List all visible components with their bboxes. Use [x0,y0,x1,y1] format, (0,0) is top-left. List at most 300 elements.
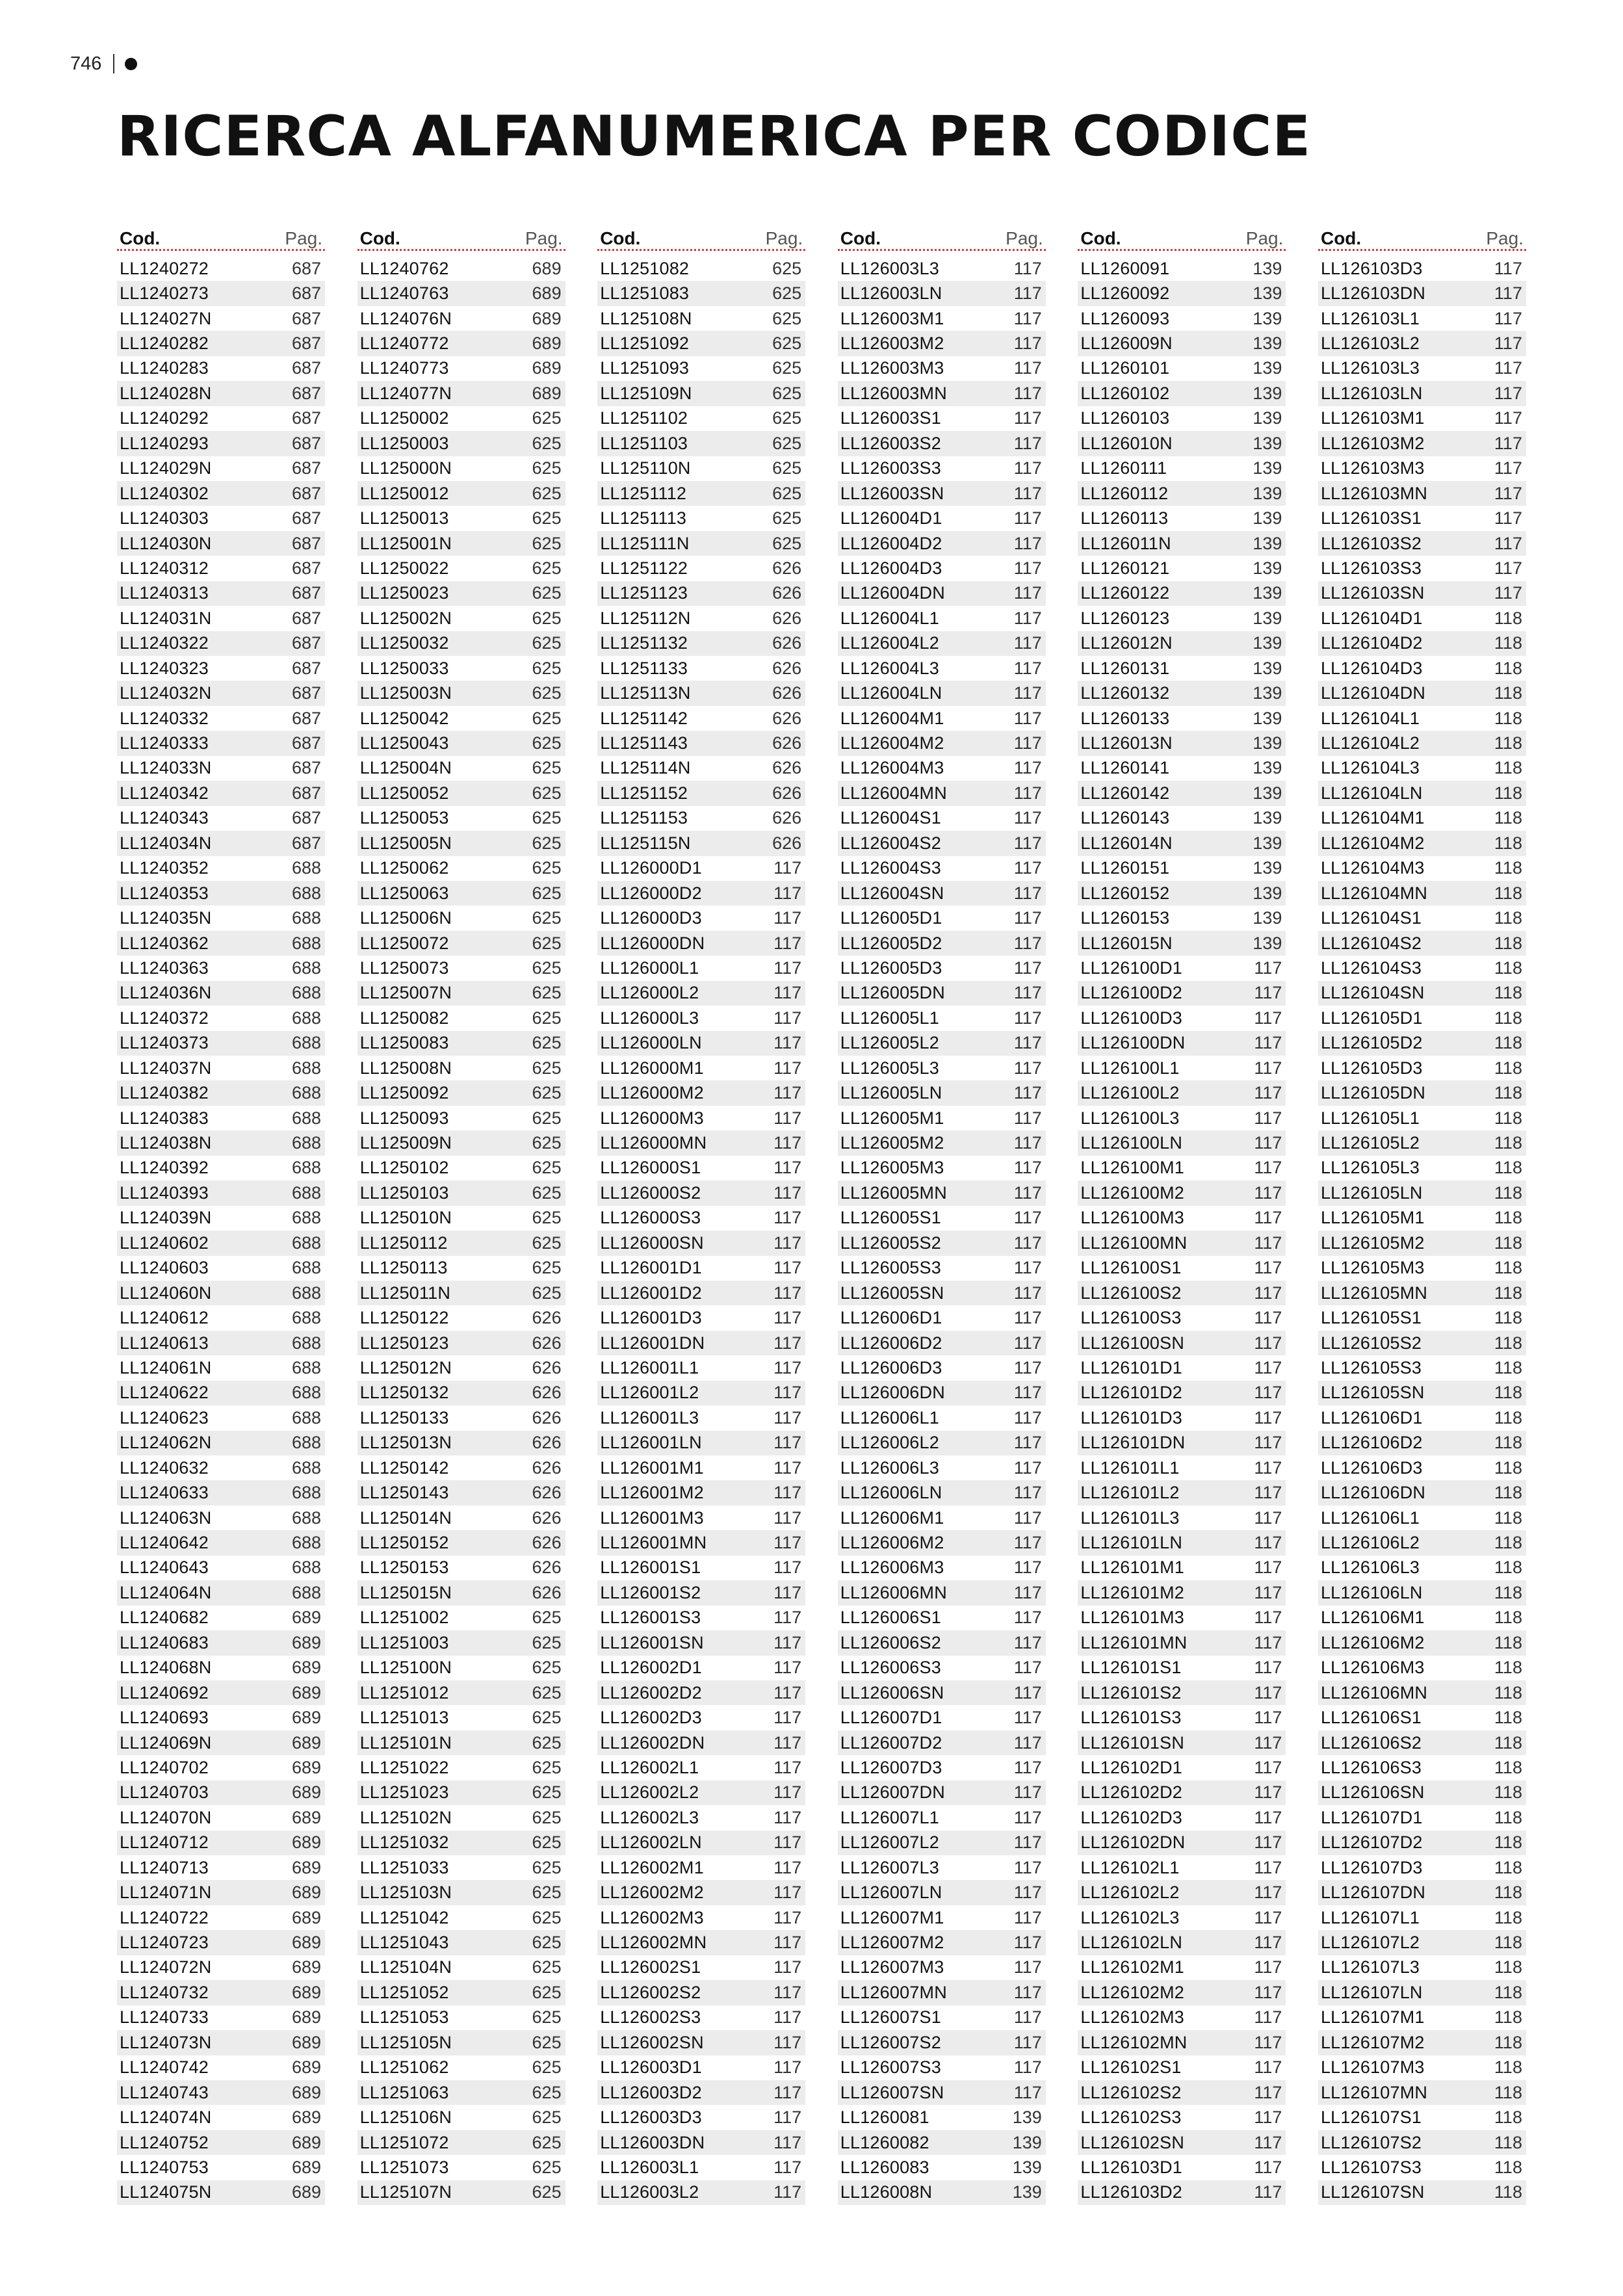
page-reference: 625 [532,1782,562,1803]
product-code: LL126103DN [1320,283,1426,304]
page-reference: 625 [772,283,802,304]
table-row [357,2105,565,2130]
page-reference: 118 [1494,858,1522,878]
page-reference: 689 [291,1907,321,1927]
product-code: LL126007S2 [840,2032,941,2052]
table-row [1318,1206,1526,1231]
page-reference: 625 [772,258,802,278]
table-row [357,1880,565,1905]
table-row [1078,1156,1286,1181]
product-code: LL126000SN [600,1233,704,1253]
table-row [838,656,1046,681]
product-code: LL126101SN [1080,1732,1185,1753]
page-reference: 689 [532,308,562,328]
table-row [117,1206,325,1231]
table-row [1078,331,1286,356]
product-code: LL1240342 [120,783,209,803]
product-code: LL1240312 [120,558,209,578]
page-reference: 689 [291,1883,321,1903]
table-row [1318,1080,1526,1105]
column-rows [838,256,1046,2205]
table-row [1318,806,1526,831]
table-row [1078,1855,1286,1880]
table-row [597,881,805,906]
product-code: LL124038N [120,1133,212,1153]
page-reference: 689 [291,1833,321,1853]
page-reference: 626 [532,1333,562,1353]
page-reference: 625 [532,1857,562,1877]
page-reference: 118 [1494,2182,1522,2202]
product-code: LL124072N [120,1957,212,1977]
page-reference: 688 [291,1507,321,1528]
header-code-label: Cod. [1080,228,1121,248]
page-reference: 117 [1013,1133,1042,1153]
table-row [357,1855,565,1880]
table-row [1078,1580,1286,1605]
product-code: LL1250142 [359,1457,449,1478]
table-row [1078,1831,1286,1855]
page-reference: 117 [773,1833,802,1853]
product-code: LL126000D1 [600,858,702,878]
product-code: LL125109N [600,383,692,403]
product-code: LL1240393 [120,1182,209,1203]
table-row [117,781,325,805]
product-code: LL1260101 [1080,358,1170,378]
product-code: LL126107SN [1320,2182,1425,2202]
table-row [838,1755,1046,1780]
page-reference: 117 [1254,1333,1282,1353]
page-reference: 139 [1253,408,1282,428]
product-code: LL1260142 [1080,783,1170,803]
product-code: LL126100L2 [1080,1083,1180,1103]
product-code: LL126004L1 [840,608,939,628]
table-row [1318,1880,1526,1905]
product-code: LL126107M2 [1320,2032,1425,2052]
product-code: LL126100L3 [1080,1108,1180,1128]
page-reference: 117 [1013,608,1042,628]
product-code: LL126007LN [840,1883,942,1903]
table-row [838,2055,1046,2080]
page-reference: 118 [1494,933,1522,953]
product-code: LL126103L1 [1320,308,1420,328]
product-code: LL126105L2 [1320,1133,1420,1153]
table-row [838,1930,1046,1955]
table-row [597,1855,805,1880]
table-row [1078,556,1286,581]
product-code: LL1250143 [359,1483,449,1503]
product-code: LL124075N [120,2182,212,2202]
table-row [357,1455,565,1480]
product-code: LL126106SN [1320,1782,1425,1803]
product-code: LL126004L2 [840,633,939,653]
page-reference: 118 [1494,1957,1522,1977]
page-reference: 139 [1253,608,1282,628]
product-code: LL1250063 [359,883,449,903]
product-code: LL1250073 [359,958,449,978]
page-reference: 139 [1253,908,1282,928]
table-row [117,2105,325,2130]
table-row [838,1156,1046,1181]
page-reference: 117 [1254,983,1282,1003]
product-code: LL1240622 [120,1383,209,1403]
table-row [597,781,805,805]
page-reference: 117 [1254,1108,1282,1128]
page-reference: 687 [291,308,321,328]
page-reference: 117 [1013,1682,1042,1702]
table-row [597,1530,805,1555]
product-code: LL126106M1 [1320,1608,1425,1628]
product-code: LL1250013 [359,508,449,528]
product-code: LL1251113 [600,508,687,528]
product-code: LL126004LN [840,683,942,703]
table-row [1318,1705,1526,1730]
product-code: LL1260121 [1080,558,1170,578]
page-reference: 687 [291,658,321,678]
page-reference: 139 [1253,258,1282,278]
product-code: LL1240272 [120,258,209,278]
page-reference: 117 [773,1732,802,1753]
product-code: LL126010N [1080,433,1173,453]
page-reference: 117 [1013,1208,1042,1228]
page-reference: 117 [773,1033,802,1053]
table-row [1318,1355,1526,1380]
table-row [838,1506,1046,1530]
table-row [357,706,565,731]
product-code: LL126103M2 [1320,433,1425,453]
page-reference: 117 [1013,458,1042,478]
table-row [1318,281,1526,306]
table-row [838,1781,1046,1805]
product-code: LL126104L2 [1320,733,1420,753]
product-code: LL125003N [359,683,452,703]
table-row [1078,1630,1286,1655]
page-reference: 117 [1013,1283,1042,1303]
table-row [357,1405,565,1430]
page-reference: 688 [291,983,321,1003]
product-code: LL126106S3 [1320,1757,1422,1777]
page-reference: 117 [1254,1407,1282,1428]
product-code: LL126000S1 [600,1158,701,1178]
product-code: LL125002N [359,608,452,628]
page-reference: 117 [1494,508,1522,528]
table-row [838,1880,1046,1905]
page-reference: 689 [291,1708,321,1728]
product-code: LL124068N [120,1658,212,1678]
table-row [838,1181,1046,1205]
table-row [1078,481,1286,506]
table-row [1078,1331,1286,1355]
product-code: LL125015N [359,1582,452,1602]
table-row [117,1256,325,1281]
table-row [1318,331,1526,356]
table-row [357,1355,565,1380]
product-code: LL126000MN [600,1133,707,1153]
table-row [597,1606,805,1630]
page-reference: 117 [773,1507,802,1528]
page-reference: 118 [1494,658,1522,678]
column-header [597,225,805,251]
product-code: LL1250122 [359,1308,449,1328]
page-reference: 118 [1494,1407,1522,1428]
table-row [597,756,805,781]
table-row [117,756,325,781]
product-code: LL1251043 [359,1933,449,1953]
table-row [597,581,805,606]
table-row [838,2030,1046,2055]
page-reference: 625 [532,2182,562,2202]
table-row [1318,1730,1526,1755]
product-code: LL1250153 [359,1558,449,1578]
product-code: LL126104S2 [1320,933,1422,953]
product-code: LL1240392 [120,1158,209,1178]
product-code: LL126006SN [840,1682,944,1702]
table-row [357,756,565,781]
table-row [1318,431,1526,456]
page-reference: 625 [532,1083,562,1103]
product-code: LL126007D2 [840,1732,942,1753]
page-reference: 118 [1494,733,1522,753]
page-reference: 117 [773,1133,802,1153]
table-row [117,1281,325,1305]
page-reference: 118 [1494,1757,1522,1777]
table-row [1318,981,1526,1006]
table-row [357,556,565,581]
product-code: LL1251083 [600,283,690,304]
page-reference: 626 [772,683,802,703]
table-row [357,2080,565,2105]
page-reference: 139 [1253,383,1282,403]
table-row [597,806,805,831]
product-code: LL125013N [359,1433,452,1453]
page-reference: 687 [291,833,321,853]
page-reference: 625 [532,1033,562,1053]
page-reference: 117 [773,1857,802,1877]
page-reference: 139 [1253,458,1282,478]
table-row [117,1381,325,1405]
product-code: LL126107S2 [1320,2132,1422,2152]
table-row [1078,656,1286,681]
table-row [1318,1431,1526,1455]
column-rows [117,256,325,2205]
index-column-4 [838,225,1046,2205]
page-reference: 625 [532,483,562,503]
page-reference: 117 [1254,1208,1282,1228]
page-reference: 688 [291,1233,321,1253]
product-code: LL126003DN [600,2132,705,2152]
page-reference: 688 [291,1158,321,1178]
product-code: LL124032N [120,683,212,703]
product-code: LL1251073 [359,2157,449,2177]
page-reference: 117 [773,1608,802,1628]
table-row [838,1231,1046,1255]
page-reference: 625 [772,308,802,328]
product-code: LL1250002 [359,408,449,428]
product-code: LL1240323 [120,658,209,678]
table-row [117,2055,325,2080]
product-code: LL126101L3 [1080,1507,1180,1528]
page-reference: 117 [1013,758,1042,778]
page-reference: 117 [1013,2032,1042,2052]
table-row [597,1181,805,1205]
table-row [838,1381,1046,1405]
product-code: LL1251003 [359,1632,449,1652]
product-code: LL126101L2 [1080,1483,1180,1503]
table-row [117,356,325,381]
table-row [1318,2155,1526,2180]
table-row [1078,681,1286,705]
table-row [1078,281,1286,306]
page-reference: 688 [291,1483,321,1503]
product-code: LL125101N [359,1732,452,1753]
table-row [597,431,805,456]
page-reference: 139 [1253,708,1282,728]
page-reference: 117 [1013,2082,1042,2102]
product-code: LL126002SN [600,2032,704,2052]
page-reference: 139 [1253,758,1282,778]
page-reference: 117 [1013,2007,1042,2028]
page-reference: 118 [1494,1182,1522,1203]
table-row [597,1405,805,1430]
product-code: LL126002MN [600,1933,707,1953]
product-code: LL1250032 [359,633,449,653]
page-reference: 118 [1494,1083,1522,1103]
table-row [117,831,325,855]
product-code: LL1240373 [120,1033,209,1053]
column-header [117,225,325,251]
table-row [357,1580,565,1605]
product-code: LL126100M2 [1080,1182,1185,1203]
page-reference: 117 [1254,1233,1282,1253]
product-code: LL1240752 [120,2132,209,2152]
table-row [1078,1405,1286,1430]
page-reference: 625 [532,883,562,903]
table-row [597,1455,805,1480]
product-code: LL126004S1 [840,808,941,828]
table-row [838,1831,1046,1855]
product-code: LL126103D3 [1320,258,1423,278]
page-reference: 118 [1494,1833,1522,1853]
page-reference: 139 [1012,2107,1042,2128]
product-code: LL126003M2 [840,333,944,354]
page-reference: 139 [1253,508,1282,528]
table-row [597,1680,805,1705]
page-reference: 117 [1013,1507,1042,1528]
product-code: LL126006L3 [840,1457,939,1478]
page-reference: 117 [1013,1708,1042,1728]
page-reference: 689 [291,1732,321,1753]
product-code: LL126000M1 [600,1058,704,1078]
product-code: LL126003SN [840,483,944,503]
page-reference: 118 [1494,1582,1522,1602]
product-code: LL1260143 [1080,808,1170,828]
table-row [838,2180,1046,2205]
table-row [357,956,565,980]
page-reference: 117 [1494,383,1522,403]
product-code: LL126107L1 [1320,1907,1420,1927]
page-reference: 687 [291,383,321,403]
table-row [838,2080,1046,2105]
table-row [117,731,325,755]
page-reference: 117 [1013,833,1042,853]
table-row [357,1781,565,1805]
header-page-label: Pag. [1245,228,1284,248]
page-reference: 117 [773,1708,802,1728]
product-code: LL125113N [600,683,691,703]
page-reference: 625 [532,1608,562,1628]
table-row [1078,706,1286,731]
page-reference: 118 [1494,1033,1522,1053]
product-code: LL126001D2 [600,1283,702,1303]
product-code: LL1240343 [120,808,209,828]
product-code: LL126105D1 [1320,1008,1423,1028]
table-row [117,1606,325,1630]
page-reference: 687 [291,533,321,553]
page-reference: 117 [773,1533,802,1553]
table-row [357,1431,565,1455]
product-code: LL1260131 [1080,658,1170,678]
product-code: LL124073N [120,2032,212,2052]
product-code: LL124035N [120,908,212,928]
table-row [117,1880,325,1905]
table-row [597,2155,805,2180]
product-code: LL126103LN [1320,383,1423,403]
table-row [1078,1056,1286,1080]
table-row [1318,506,1526,530]
table-row [1318,2080,1526,2105]
page-reference: 625 [532,2132,562,2152]
product-code: LL1260083 [840,2157,929,2177]
product-code: LL124071N [120,1883,212,1903]
table-row [357,856,565,881]
table-row [597,1256,805,1281]
page-reference: 118 [1494,1507,1522,1528]
table-row [117,581,325,606]
table-row [838,1580,1046,1605]
page-reference: 117 [1254,2132,1282,2152]
page-reference: 625 [532,1058,562,1078]
page-reference: 117 [1254,1182,1282,1203]
table-row [357,2030,565,2055]
page-reference: 117 [1013,1158,1042,1178]
table-row [1318,2030,1526,2055]
page-reference: 117 [1254,958,1282,978]
product-code: LL126107S1 [1320,2107,1422,2128]
table-row [117,256,325,281]
product-code: LL1250062 [359,858,449,878]
page-reference: 117 [1013,1857,1042,1877]
column-header [1318,225,1526,251]
product-code: LL125006N [359,908,452,928]
product-code: LL1250083 [359,1033,449,1053]
product-code: LL126003LN [840,283,942,304]
table-row [1318,731,1526,755]
product-code: LL126000M3 [600,1108,704,1128]
page-reference: 117 [1254,1658,1282,1678]
product-code: LL126100S1 [1080,1258,1182,1278]
column-rows [597,256,805,2205]
page-reference: 117 [1254,1383,1282,1403]
page-reference: 139 [1253,633,1282,653]
page-reference: 118 [1494,1308,1522,1328]
product-code: LL125011N [359,1283,451,1303]
page-reference: 625 [532,758,562,778]
page-reference: 625 [532,1957,562,1977]
page-reference: 626 [532,1383,562,1403]
page-reference: 117 [1494,558,1522,578]
table-row [1318,881,1526,906]
product-code: LL126105D3 [1320,1058,1423,1078]
product-code: LL126005D2 [840,933,942,953]
